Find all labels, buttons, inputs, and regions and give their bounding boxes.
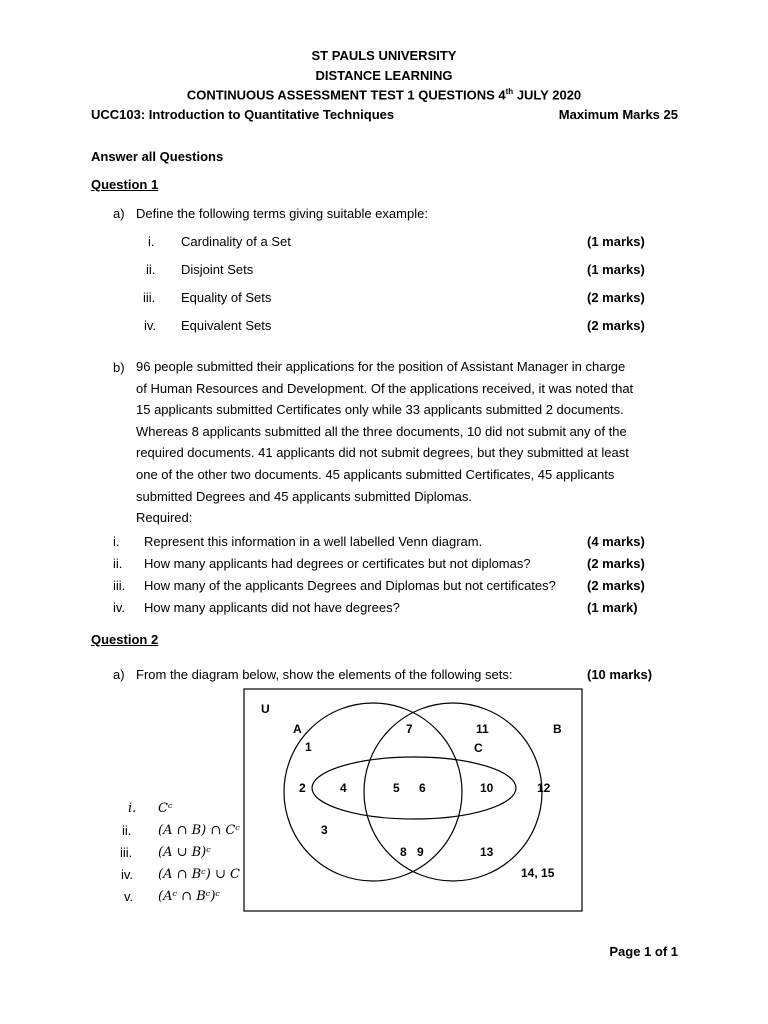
q1a-item-num: ii. xyxy=(146,262,156,277)
q2a-item-num: v. xyxy=(124,889,134,904)
venn-element: 10 xyxy=(480,781,494,795)
q1a-item-text: Equivalent Sets xyxy=(181,318,272,333)
venn-element: 9 xyxy=(417,845,424,859)
set-b-label: B xyxy=(553,722,562,736)
test-title-suffix: JULY 2020 xyxy=(513,87,582,103)
q1a-item-num: i. xyxy=(148,234,155,249)
university-name: ST PAULS UNIVERSITY xyxy=(311,48,457,63)
question1-title: Question 1 xyxy=(91,177,159,192)
q1b-line: 15 applicants submitted Certificates only while 33 applicants submitted 2 documents. xyxy=(136,402,624,418)
instructions: Answer all Questions xyxy=(91,149,224,164)
venn-diagram xyxy=(243,688,583,912)
venn-element: 12 xyxy=(537,781,551,795)
set-a-circle xyxy=(284,703,462,881)
q1a-item-text: Cardinality of a Set xyxy=(181,234,291,249)
q1b-line: 96 people submitted their applications for the position of Assistant Manager in charge xyxy=(136,359,626,374)
q2a-marks: (10 marks) xyxy=(587,667,653,682)
q1b-item-num: iv. xyxy=(113,600,126,615)
q1a-item-num: iii. xyxy=(143,290,156,305)
q1a-item-marks: (2 marks) xyxy=(587,290,645,305)
q1a-label: a) xyxy=(113,206,125,221)
q2a-item-expr: (A ∪ B)ᶜ xyxy=(158,845,211,860)
q1b-item-marks: (4 marks) xyxy=(587,534,645,549)
venn-element: 5 xyxy=(393,781,400,795)
q1b-item-text: How many applicants did not have degrees? xyxy=(144,600,400,615)
q1b-item-marks: (2 marks) xyxy=(587,578,645,593)
q1b-label: b) xyxy=(113,360,125,375)
department-name: DISTANCE LEARNING xyxy=(315,68,453,83)
q2a-label: a) xyxy=(113,667,125,682)
q2a-item-expr: (Aᶜ ∩ Bᶜ)ᶜ xyxy=(158,889,220,904)
q2a-text: From the diagram below, show the elements of the following sets: xyxy=(136,667,513,682)
q1b-item-num: iii. xyxy=(113,578,126,593)
venn-element: 8 xyxy=(400,845,407,859)
q1a-item-marks: (1 marks) xyxy=(587,234,645,249)
q2a-item-num: iv. xyxy=(121,867,134,882)
q1b-required: Required: xyxy=(136,510,193,526)
q2a-item-expr: (A ∩ B) ∩ Cᶜ xyxy=(158,823,240,838)
q1b-item-num: ii. xyxy=(113,556,123,571)
q1a-text: Define the following terms giving suitable example: xyxy=(136,206,428,221)
q1b-item-num: i. xyxy=(113,534,120,549)
q1b-line: submitted Degrees and 45 applicants submitted Diplomas. xyxy=(136,488,473,504)
q2a-item-num: iii. xyxy=(120,845,133,860)
venn-element: 3 xyxy=(321,823,328,837)
course-title: UCC103: Introduction to Quantitative Techniques xyxy=(91,107,395,122)
q1a-item-num: iv. xyxy=(144,318,157,333)
test-title-sup: th xyxy=(505,87,514,96)
q1b-line: of Human Resources and Development. Of the applications received, it was noted that xyxy=(136,380,634,396)
q1b-line: one of the other two documents. 45 applicants submitted Certificates, 45 applicants xyxy=(136,466,615,482)
set-c-label: C xyxy=(474,741,483,755)
q1b-line: Whereas 8 applicants submitted all the three documents, 10 did not submit any of the xyxy=(136,423,627,439)
venn-element: 2 xyxy=(299,781,306,795)
q1b-item-text: How many of the applicants Degrees and Diplomas but not certificates? xyxy=(144,578,556,593)
q1a-item-marks: (2 marks) xyxy=(587,318,645,333)
q2a-item-expr: (A ∩ Bᶜ) ∪ C xyxy=(158,867,240,882)
test-title-prefix: CONTINUOUS ASSESSMENT TEST 1 QUESTIONS 4 xyxy=(186,87,506,103)
venn-element: 1 xyxy=(305,740,312,754)
q2a-item-expr: Cᶜ xyxy=(158,801,173,816)
venn-element: 14, 15 xyxy=(521,866,555,880)
max-marks: Maximum Marks 25 xyxy=(558,107,678,122)
venn-element: 7 xyxy=(406,722,413,736)
test-title xyxy=(0,87,768,102)
q1a-item-text: Equality of Sets xyxy=(181,290,272,305)
q1b-paragraph xyxy=(136,356,676,529)
q1b-item-marks: (2 marks) xyxy=(587,556,645,571)
venn-element: 6 xyxy=(419,781,426,795)
question2-title: Question 2 xyxy=(91,632,159,647)
q2a-item-num: ii. xyxy=(122,823,132,838)
q1a-item-text: Disjoint Sets xyxy=(181,262,254,277)
venn-element: 13 xyxy=(480,845,494,859)
q1b-item-marks: (1 mark) xyxy=(587,600,638,615)
venn-element: 4 xyxy=(340,781,347,795)
q1b-item-text: Represent this information in a well labelled Venn diagram. xyxy=(144,534,483,549)
q2a-item-num: i. xyxy=(128,801,137,816)
page-number: Page 1 of 1 xyxy=(609,944,678,959)
q1b-line: required documents. 41 applicants did not submit degrees, but they submitted at least xyxy=(136,445,629,461)
set-a-label: A xyxy=(293,722,302,736)
q1b-item-text: How many applicants had degrees or certificates but not diplomas? xyxy=(144,556,531,571)
venn-element: 11 xyxy=(476,722,489,736)
universe-label: U xyxy=(261,702,270,716)
q1a-item-marks: (1 marks) xyxy=(587,262,645,277)
